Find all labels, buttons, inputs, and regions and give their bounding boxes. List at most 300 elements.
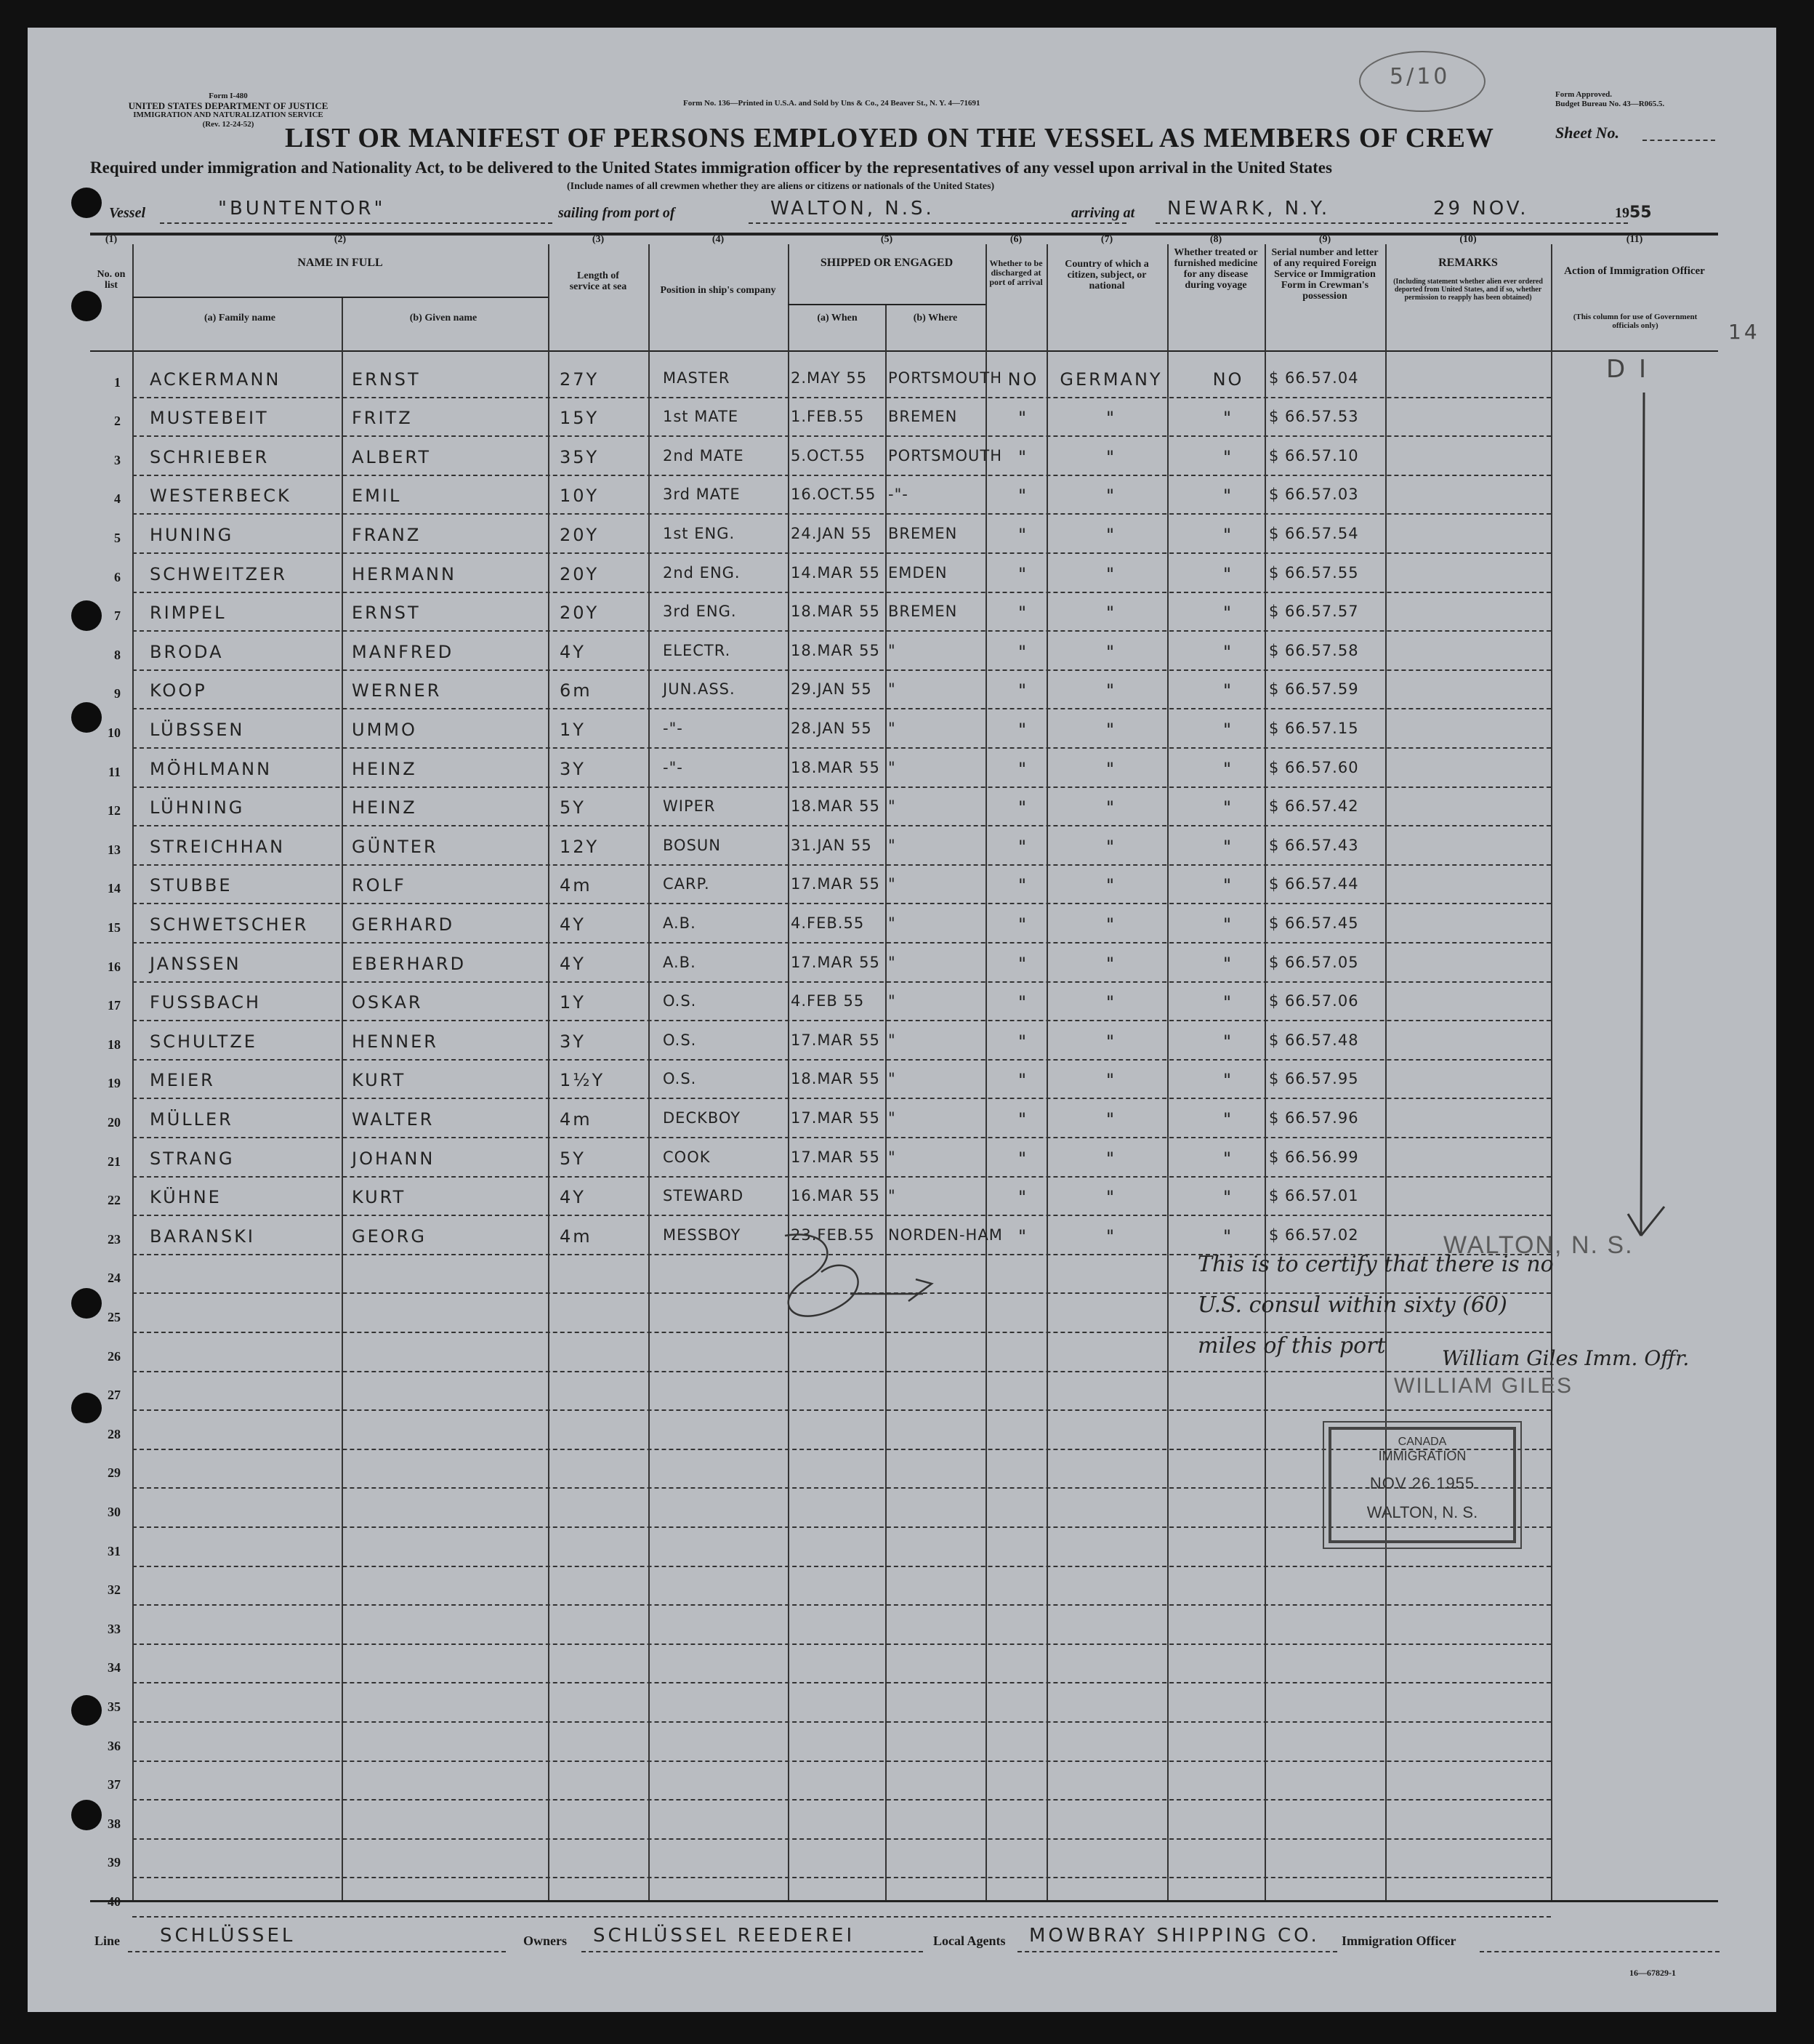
row-number: 23 [108,1231,121,1247]
cell-where: " [888,992,896,1010]
cell-family: MÖHLMANN [150,758,273,779]
cell-service: 1Y [560,720,586,740]
stamp-title: IMMIGRATION [1378,1449,1467,1463]
cell-country: GERMANY [1060,369,1163,390]
col-header-where: (b) Where [913,313,958,323]
cell-treated: " [1222,1148,1234,1169]
col-header-treated: Whether treated or furnished medicine for any disease during voyage [1174,247,1258,291]
cell-given: KURT [352,1187,406,1208]
row-number: 1 [114,374,121,390]
service: IMMIGRATION AND NATURALIZATION SERVICE [133,110,323,119]
cell-treated: " [1222,758,1234,779]
cell-position: JUN.ASS. [663,680,735,699]
cell-discharged: " [1017,1226,1029,1247]
cell-where: BREMEN [888,408,958,426]
cell-family: LÜBSSEN [150,720,245,740]
cell-serial: $ 66.57.06 [1269,992,1359,1010]
col-header-service: Length of service at sea [569,270,627,292]
row-number: 5 [114,531,121,545]
cell-treated: " [1222,525,1234,545]
cell-where: " [888,953,896,971]
cell-treated: " [1222,641,1234,662]
cell-country: " [1105,563,1117,584]
row-number: 26 [108,1348,121,1364]
cell-given: GÜNTER [352,836,438,857]
cell-service: 3Y [560,1031,586,1052]
scribble-signature [741,1221,959,1337]
row-divider [132,903,1551,904]
col-num: (2) [334,234,347,245]
cell-country: " [1105,603,1117,624]
cell-family: STUBBE [150,875,233,896]
col-header-country: Country of which a citizen, subject, or national [1065,259,1149,291]
cell-where: " [888,720,896,737]
cell-given: UMMO [352,720,417,740]
cell-given: HEINZ [352,758,417,779]
cell-position: 1st ENG. [663,525,735,542]
cell-service: 35Y [560,446,600,467]
cell-country: " [1105,1070,1117,1091]
cell-country: " [1105,680,1117,701]
cell-service: 15Y [560,408,600,429]
col-header-discharged: Whether to be discharged at port of arrival [989,258,1043,287]
cell-where: " [888,1148,896,1166]
cell-family: STRANG [150,1148,235,1169]
row-divider [132,475,1551,476]
cell-service: 12Y [560,836,600,857]
row-number: 25 [108,1310,121,1324]
cell-family: LÜHNING [150,797,245,818]
cell-country: " [1105,797,1117,818]
row-number: 27 [108,1388,121,1403]
cell-discharged: " [1017,525,1029,545]
vessel-line [160,222,552,224]
cell-when: 18.MAR 55 [791,1070,880,1088]
col-header-name: NAME IN FULL [297,257,383,269]
cell-family: JANSSEN [150,953,241,974]
cell-where: BREMEN [888,525,958,542]
cell-treated: " [1222,875,1234,896]
row-number: 19 [108,1076,121,1091]
cell-service: 4Y [560,914,586,935]
col-sep [1167,244,1169,1900]
cell-treated: " [1222,680,1234,701]
cell-given: HEINZ [352,797,417,818]
cell-service: 10Y [560,486,600,507]
sailing-label: sailing from port of [558,205,675,221]
cell-country: " [1105,836,1117,857]
footer-officer-rule [1480,1951,1720,1952]
cell-position: DECKBOY [663,1109,741,1127]
shipped-subheader-line [788,304,985,305]
approval-block [1555,90,1664,109]
cert-line-1: This is to certify that there is no [1198,1252,1554,1277]
row-divider [132,942,1551,943]
cell-when: 28.JAN 55 [791,720,872,737]
row-number: 31 [108,1543,121,1558]
cert-line-3: miles of this port [1198,1333,1386,1359]
col-sep [788,244,789,1900]
cell-country: " [1105,992,1117,1013]
cell-given: ERNST [352,603,421,624]
department: UNITED STATES DEPARTMENT OF JUSTICE [128,100,328,111]
cell-family: BARANSKI [150,1226,256,1247]
row-divider [132,1059,1551,1061]
row-number: 18 [108,1037,121,1052]
row-number: 39 [108,1855,121,1870]
cell-when: 18.MAR 55 [791,603,880,621]
cell-position: ELECTR. [663,641,731,659]
cell-family: KOOP [150,680,207,701]
col-header-action: Action of Immigration Officer [1564,265,1705,277]
row-number: 28 [108,1426,121,1441]
cell-when: 29.JAN 55 [791,680,872,699]
cell-discharged: " [1017,953,1029,974]
row-divider [132,1799,1551,1800]
cell-treated: " [1222,1031,1234,1052]
year [1615,204,1652,222]
cell-position: A.B. [663,914,696,932]
cell-family: HUNING [150,525,234,545]
col-header-position: Position in ship's company [660,285,776,296]
row-divider [132,747,1551,749]
col-sep [548,244,549,1900]
cell-service: 1Y [560,992,586,1013]
cell-treated: " [1222,914,1234,935]
cell-where: " [888,1070,896,1088]
vessel-name: "BUNTENTOR" [218,198,386,220]
cell-serial: $ 66.57.95 [1269,1070,1359,1088]
cell-serial: $ 66.57.45 [1269,914,1359,932]
punch-hole [71,291,102,321]
row-number: 34 [108,1660,121,1675]
cell-family: FUSSBACH [150,992,262,1013]
cell-service: 1½Y [560,1070,605,1091]
cell-position: MASTER [663,369,730,387]
cell-family: SCHWEITZER [150,563,287,584]
cell-country: " [1105,1187,1117,1208]
cell-when: 31.JAN 55 [791,836,872,854]
cell-service: 4Y [560,1187,586,1208]
footer-line-label: Line [94,1934,121,1948]
cell-country: " [1105,720,1117,740]
cell-given: WALTER [352,1109,435,1130]
cell-service: 4m [560,1226,592,1247]
cell-serial: $ 66.57.03 [1269,486,1359,504]
row-divider [132,1721,1551,1723]
cell-position: WIPER [663,797,716,816]
row-divider [132,513,1551,515]
cell-where: " [888,797,896,816]
row-number: 40 [108,1894,121,1909]
cell-family: BRODA [150,641,224,662]
cell-serial: $ 66.57.54 [1269,525,1359,542]
cell-when: 17.MAR 55 [791,1148,880,1166]
cell-position: BOSUN [663,836,721,854]
col-sep [132,244,134,1900]
cell-when: 4.FEB.55 [791,914,865,932]
cell-discharged: " [1017,486,1029,507]
row-number: 14 [108,881,121,896]
cell-family: WESTERBECK [150,486,291,507]
cell-given: GEORG [352,1226,427,1247]
form-number: Form I-480 [209,92,248,100]
header-bottom-border [90,350,1718,352]
sheet-label: Sheet No. [1555,124,1619,142]
row-number: 4 [114,491,121,507]
cell-country: " [1105,525,1117,545]
cell-given: WERNER [352,680,442,701]
row-divider [132,552,1551,554]
cell-position: 3rd ENG. [663,603,737,621]
cell-when: 17.MAR 55 [791,875,880,893]
row-divider [132,1643,1551,1645]
col-header-remarks: REMARKS [1438,257,1498,269]
officer-name-stamp: WILLIAM GILES [1394,1374,1573,1398]
cell-treated: " [1222,563,1234,584]
cell-when: 17.MAR 55 [791,953,880,971]
page-title: LIST OR MANIFEST OF PERSONS EMPLOYED ON THE VESSEL AS MEMBERS OF CREW [285,123,1494,153]
cell-when: 18.MAR 55 [791,797,880,816]
row-divider [132,981,1551,983]
row-divider [132,1371,1551,1372]
row-divider [132,1566,1551,1567]
row-number: 6 [114,569,121,584]
cell-discharged: " [1017,914,1029,935]
page-subtitle: Required under immigration and Nationality Act, to be delivered to the United States immigration officer by the representatives of any vessel upon arrival in the United States [90,158,1332,177]
col-header-shipped: SHIPPED OR ENGAGED [820,257,954,269]
cell-discharged: " [1017,992,1029,1013]
cert-line-2: U.S. consul within sixty (60) [1198,1292,1507,1318]
cell-service: 20Y [560,603,600,624]
cell-where: " [888,1187,896,1205]
cell-where: " [888,641,896,659]
row-number: 36 [108,1738,121,1753]
cell-serial: $ 66.57.53 [1269,408,1359,426]
cell-where: " [888,680,896,699]
stamp-place: WALTON, N. S. [1366,1503,1478,1521]
cell-discharged: " [1017,1187,1029,1208]
row-number: 3 [114,452,121,467]
col-sep [1265,244,1266,1900]
cell-treated: " [1222,720,1234,740]
footer-code: 16—67829-1 [1629,1968,1676,1978]
cell-given: ROLF [352,875,406,896]
cell-given: KURT [352,1070,406,1091]
name-subheader-line [132,297,548,298]
cell-where: " [888,914,896,932]
footer-owners-value: SCHLÜSSEL REEDEREI [593,1925,855,1947]
cell-where: NORDEN-HAM [888,1226,1003,1244]
action-arrow [1555,378,1701,1250]
cell-where: BREMEN [888,603,958,621]
cell-serial: $ 66.57.42 [1269,797,1359,816]
cell-discharged: " [1017,680,1029,701]
cell-given: FRANZ [352,525,422,545]
cell-country: " [1105,1148,1117,1169]
row-number: 38 [108,1816,121,1831]
footer-line-value: SCHLÜSSEL [160,1925,296,1947]
cell-family: MUSTEBEIT [150,408,269,429]
row-number: 22 [108,1193,121,1208]
row-number: 9 [114,686,121,701]
cell-treated: " [1222,1070,1234,1091]
row-divider [132,1838,1551,1840]
col-sep [1385,244,1387,1900]
cell-service: 4m [560,875,592,896]
cell-position: MESSBOY [663,1226,741,1244]
cell-given: HERMANN [352,563,456,584]
cell-country: " [1105,1031,1117,1052]
col-sep [1047,244,1048,1900]
cell-serial: $ 66.57.44 [1269,875,1359,893]
footer-owners-rule [581,1951,923,1952]
col-num: (3) [592,234,605,245]
row-number: 24 [108,1271,121,1286]
row-divider [132,1098,1551,1099]
row-number: 30 [108,1505,121,1519]
cell-given: ERNST [352,369,421,390]
cell-discharged: NO [1007,369,1039,390]
cell-country: " [1105,914,1117,935]
cell-position: O.S. [663,1070,697,1088]
budget-bureau: Budget Bureau No. 43—R065.5. [1555,100,1665,108]
cell-treated: " [1222,992,1234,1013]
cell-when: 18.MAR 55 [791,641,880,659]
cell-discharged: " [1017,1109,1029,1130]
sailing-line [749,222,1126,224]
row-number: 12 [108,803,121,818]
row-divider [132,1877,1551,1878]
cell-discharged: " [1017,641,1029,662]
cell-discharged: " [1017,408,1029,429]
row-number: 2 [114,414,121,429]
col-num: (11) [1626,234,1643,245]
cell-treated: NO [1212,369,1244,390]
cell-serial: $ 66.57.02 [1269,1226,1359,1244]
cell-position: 2nd MATE [663,446,744,464]
col-num: (10) [1459,234,1477,245]
cell-family: MEIER [150,1070,215,1091]
cell-position: CARP. [663,875,710,893]
col-num: (5) [880,234,893,245]
cell-given: GERHARD [352,914,455,935]
cell-when: 17.MAR 55 [791,1109,880,1127]
row-divider [132,708,1551,709]
cell-when: 16.MAR 55 [791,1187,880,1205]
cell-given: EMIL [352,486,402,507]
row-number: 21 [108,1154,121,1169]
cell-serial: $ 66.57.05 [1269,953,1359,971]
row-number: 37 [108,1777,121,1792]
cell-position: O.S. [663,992,697,1010]
row-number: 35 [108,1699,121,1714]
cell-position: -"- [663,758,683,776]
year-suffix: 55 [1629,204,1652,222]
cell-position: 1st MATE [663,408,739,426]
cell-when: 17.MAR 55 [791,1031,880,1049]
cell-serial: $ 66.57.43 [1269,836,1359,854]
table-bottom-border [90,1900,1718,1902]
cell-discharged: " [1017,1070,1029,1091]
col-header-remarks-note: (Including statement whether alien ever ordered deported from United States, and if so, whether permission to reapply has been obtained) [1393,278,1543,302]
year-prefix: 19 [1615,205,1629,221]
cell-where: PORTSMOUTH [888,369,1003,387]
col-sep [648,244,650,1900]
col-num: (9) [1318,234,1331,245]
officer-signature: William Giles Imm. Offr. [1442,1346,1690,1370]
cell-when: 5.OCT.55 [791,446,866,464]
punch-hole [71,188,102,218]
col-num: (1) [105,234,118,245]
cell-position: 3rd MATE [663,486,741,504]
vessel-label: Vessel [109,205,145,221]
cell-serial: $ 66.57.01 [1269,1187,1359,1205]
row-number: 33 [108,1621,121,1636]
stamp-country: CANADA [1398,1436,1447,1448]
row-divider [132,630,1551,632]
cell-service: 5Y [560,797,586,818]
cell-service: 4Y [560,641,586,662]
cell-when: 14.MAR 55 [791,563,880,582]
col-header-when: (a) When [817,313,858,323]
row-number: 20 [108,1115,121,1130]
printer-line: Form No. 136—Printed in U.S.A. and Sold by Uns & Co., 24 Beaver St., N. Y. 4—71691 [683,99,980,108]
row-divider [132,1761,1551,1762]
cell-treated: " [1222,446,1234,467]
row-number: 10 [108,725,121,740]
form-approved: Form Approved. [1555,90,1613,99]
cell-given: MANFRED [352,641,454,662]
cell-discharged: " [1017,1148,1029,1169]
cell-family: STREICHHAN [150,836,286,857]
col-header-action-note: (This column for use of Government officials only) [1573,313,1698,330]
col-header-family: (a) Family name [204,313,275,323]
cell-service: 4m [560,1109,592,1130]
row-divider [132,1409,1551,1411]
cell-discharged: " [1017,797,1029,818]
top-note: 5/10 [1390,64,1451,89]
cell-discharged: " [1017,875,1029,896]
row-divider [132,1137,1551,1138]
row-number: 29 [108,1465,121,1481]
cell-country: " [1105,1109,1117,1130]
cell-country: " [1105,875,1117,896]
row-divider [132,1020,1551,1021]
cell-serial: $ 66.57.15 [1269,720,1359,737]
cell-treated: " [1222,953,1234,974]
cell-given: HENNER [352,1031,438,1052]
col-sep [1551,244,1552,1900]
cell-treated: " [1222,603,1234,624]
cell-where: " [888,1109,896,1127]
row-divider [132,825,1551,826]
row-number: 8 [114,647,121,662]
cell-treated: " [1222,408,1234,429]
stamp-date: NOV 26 1955 [1369,1474,1475,1492]
cell-family: MÜLLER [150,1109,233,1130]
row-divider [132,786,1551,788]
row-number: 32 [108,1582,121,1598]
cell-treated: " [1222,1226,1234,1247]
cell-where: " [888,758,896,776]
cell-given: OSKAR [352,992,423,1013]
cell-serial: $ 66.57.58 [1269,641,1359,659]
cell-where: EMDEN [888,563,948,582]
row-divider [132,1916,1551,1918]
cell-service: 3Y [560,758,586,779]
row-number: 11 [108,764,121,779]
